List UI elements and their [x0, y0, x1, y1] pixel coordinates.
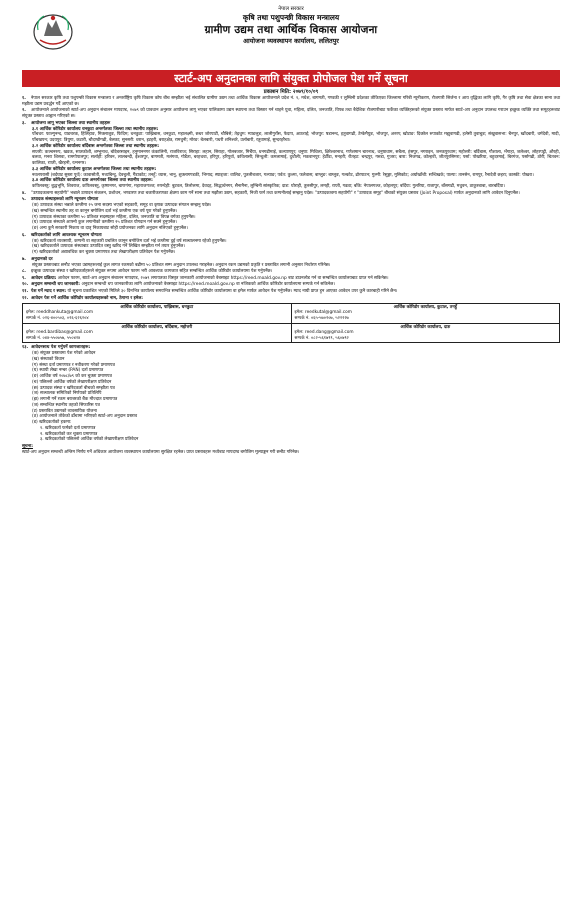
list-item: (क) संयुक्त प्रस्तावमा पेश गरेको आवेदन: [32, 351, 96, 357]
list-item: (ड) खरिदकर्ताको हकमा:: [32, 420, 72, 426]
paragraph-2: २. आयोजनाले आयोजनाको स्टार्ट-अप अनुदान संचालन मापदण्ड, २०७९ को प्रावधान अनुसार आयोजना लागू भएका पालिकामा उद्यम स्थापना तथा विस्तार गर्न चाहने युवा, महिला, दलित, जनजाति, विपन्न तथा बैदेशिक रोजगारीबाट फर्केका व्यक्तिहरूको संयुक्त प्रस्ताव मार्फत स्टार्ट-अप अनुदान उपलब्ध गराउन इच्छुक व्यक्ति तथा समूहहरूबाट संयुक्त प्रस्ताव आह्वान गरिएको छ।: [22, 108, 560, 120]
list-item: (ख) सम्बन्धित स्थानीय तह वा कानून बमोजिम दर्ता भई कम्तीमा एक वर्ष पूरा गरेको हुनुपर्नेछ।: [32, 208, 178, 214]
publish-date: प्रकाशन मिति: २०७९/१०/०९: [263, 89, 319, 95]
office-contacts-table: [22, 303, 560, 344]
section-11: ११. पेश गर्ने म्याद र स्थान: यो सूचना प्रकाशित भएको मितिले ३० दिनभित्र कार्यालय समयभित्र सम्बन्धित आर्थिक कोरिडोर कार्यालयमा वा इमेल मार्फत आवेदन पेश गर्नुपर्नेछ। म्याद नाघी प्राप्त हुन आएका आवेदन उपर कुनै कारबाही गरिने छैन।: [22, 288, 398, 294]
organization-name: ग्रामीण उद्यम तथा आर्थिक विकास आयोजना: [204, 24, 378, 36]
section-3: ३. आयोजना लागू भएका जिल्ला तथा स्थानीय तहहरू ३.१ आर्थिक कोरिडोर कार्यालय धनकुटा अन्तर्गतका जिल्ला तथा स्थानीय तहहरू: पाँचथर: फाल्गुनन्द, याङवरक, हिलिहाङ, मिक्लाजुङ, फिदिम; धनकुटा: पाख्रिबास, धनकुटा, महालक्ष्मी, छथर जोरपाटी, चौबिसे; तेह्रथुम: म्याङलुङ, लालीगुराँस, फेदाप, आठराई; भोजपुर: षडानन्द, हतुवागढी, टेम्केमैयुङ, भोजपुर, अरुण; खोटाङ: दिक्तेल रुपाकोट मझुवागढी, हलेसी तुवाचुङ; संखुवासभा: चैनपुर, खाँदबारी, धर्मदेवी, मादी, पाँचखपन; उदयपुर: त्रियुगा, कटारी, चौदण्डीगढी, बेलका; सुनसरी: धरान, इटहरी, बराहक्षेत्र, रामधुनी; मोरङ: बेलबारी, पथरी शनिश्चरे, उर्लाबारी, रतुवामाई, सुन्दरहरैचा। ३.२ आर्थिक कोरिडोर कार्यालय बर्दिबास अन्तर्गतका जिल्ला तथा स्थानीय तहहरू: सप्तरी: कञ्चनरुप, खडक, सप्तकोशी, शम्भुनाथ, बोदेबरसाइन, हनुमाननगर कंकालिनी, राजविराज; सिराहा: लहान, सिराहा, गोलबजार, मिर्चैया, धनगढीमाई, कल्याणपुर; धनुषा: मिथिला, क्षिरेश्वरनाथ, गणेशमान चारनाथ, धनुषाधाम, सबैला, हंसपुर, नगराइन, जनकपुरधाम; महोत्तरी: बर्दिबास, गौशाला, भँगाहा, जलेश्वर, लोहरपट्टी, औरही, बलवा, मनरा शिसवा, रामगोपालपुर; सर्लाही: हरिवन, लालबन्दी, ईश्वरपुर, बागमती, मलंगवा, गोडैता, बरहथवा, हरिपुर, हरिपुर्वा, कविलासी; सिन्धुली: कमलामाई, दुधौली; मकवानपुर: हेटौँडा, मनहरी; रौतहट: चन्द्रपुर, गरुडा, गुजरा; बारा: निजगढ, कोल्हवी, जीतपुरसिमरा; पर्सा: पोखरिया, बहुदरमाई, बिरगंज, पर्सागढी, ठोरी; चितवन: कालिका, राप्ती, खैरहनी, रत्ननगर। ३.३ आर्थिक कोरिडोर कार्यालय कुटाल अन्तर्गतका जिल्ला तथा स्थानीय तहहरू: नवलपरासी (बर्दघाट सुस्ता पूर्व): कावासोती, मध्यबिन्दु, देवचुली, गैंडाकोट; तनहुँ: व्यास, भानु, शुक्लागण्डकी, भिमाद; स्याङ्जा: वालिङ, पुतलीबजार, गल्याङ; पर्वत: कुश्मा, फलेवास; बाग्लुङ: बाग्लुङ, गल्कोट, ढोरपाटन; गुल्मी: रेसुङ्गा, मुसिकोट; अर्घाखाँची: सन्धिखर्क; पाल्पा: तानसेन, रामपुर, रैनादेवी छहरा; कास्की: पोखरा। ३.४ आर्थिक कोरिडोर कार्यालय दाङ अन्तर्गतका जिल्ला तथा स्थानीय तहहरू: कपिलवस्तु: बुद्धभूमि, शिवराज, कपिलवस्तु, कृष्णनगर, बाणगंगा, महाराजगञ्ज; रुपन्देही: बुटवल, तिलोत्तमा, देवदह, सिद्धार्थनगर, सैनामैना, लुम्बिनी सांस्कृतिक; दाङ: घोराही, तुलसीपुर, लमही, राप्ती, गढवा; बाँके: नेपालगञ्ज, कोहलपुर; बर्दिया: गुलरिया, राजापुर, बाँसगढी, मधुवन, ठाकुरबाबा, बारबर्दिया।: [22, 120, 560, 190]
section-5: ५. उत्पादक संस्थाहरूको लागि न्यूनतम योग्यता (क) उत्पादक संस्था भन्नाले कम्तीमा २५ जना सदस्य भएको सहकारी, समूह वा कृषक उत्पादक संगठन सम्झनु पर्दछ। (ख) सम्बन्धित स्थानीय तह वा कानून बमोजिम दर्ता भई कम्तीमा एक वर्ष पूरा गरेको हुनुपर्नेछ। (ग) उत्पादक संस्थाका कम्तीमा ५० प्रतिशत सदस्यहरू महिला, दलित, जनजाति वा विपन्न वर्गका हुनुपर्नेछ। (घ) उत्पादक संस्थाले आफ्नो कुल लगानीको कम्तीमा २५ प्रतिशत योगदान गर्न सक्ने हुनुपर्नेछ। (ङ) अन्य कुनै सरकारी निकाय वा दातृ निकायबाट सोही प्रयोजनका लागि अनुदान नलिएको हुनुपर्नेछ।: [22, 197, 560, 232]
office-contact-dhankuta: आर्थिक कोरिडोर कार्यालय, पाख्रिबास, धनकुटा इमेल: reeddhankuta@gmail.com सम्पर्क नं. ०२६-४००५०३, ०२६-६२६२०४: [23, 303, 292, 323]
list-item: २. खरिदकर्ताको कर चुक्ता प्रमाणपत्र: [40, 431, 98, 437]
office-contact-bardibas: आर्थिक कोरिडोर कार्यालय, बर्दिबास, महोत्तरी इमेल: reed.bardibas@gmail.com सम्पर्क नं. ०४४-५५०७५७, ५५०४२४: [23, 323, 292, 343]
section-6: ६. खरिदकर्ताको लागि आवश्यक न्यूनतम योग्यता (क) खरिदकर्ता व्यवसायी, कम्पनी वा सहकारी प्रचलित कानून बमोजिम दर्ता भई कम्तीमा दुई वर्ष सञ्चालनमा रहेको हुनुपर्नेछ। (ख) खरिदकर्ताले उत्पादक संस्थाबाट उत्पादित वस्तु खरिद गर्ने लिखित सम्झौता गर्न तयार हुनुपर्नेछ। (ग) खरिदकर्ताको अद्यावधिक कर चुक्ता प्रमाणपत्र तथा लेखापरीक्षण प्रतिवेदन पेश गर्नुपर्नेछ।: [22, 233, 560, 256]
section-3-1: ३.१ आर्थिक कोरिडोर कार्यालय धनकुटा अन्तर्गतका जिल्ला तथा स्थानीय तहहरू: पाँचथर: फाल्गुनन्द, याङवरक, हिलिहाङ, मिक्लाजुङ, फिदिम; धनकुटा: पाख्रिबास, धनकुटा, महालक्ष्मी, छथर जोरपाटी, चौबिसे; तेह्रथुम: म्याङलुङ, लालीगुराँस, फेदाप, आठराई; भोजपुर: षडानन्द, हतुवागढी, टेम्केमैयुङ, भोजपुर, अरुण; खोटाङ: दिक्तेल रुपाकोट मझुवागढी, हलेसी तुवाचुङ; संखुवासभा: चैनपुर, खाँदबारी, धर्मदेवी, मादी, पाँचखपन; उदयपुर: त्रियुगा, कटारी, चौदण्डीगढी, बेलका; सुनसरी: धरान, इटहरी, बराहक्षेत्र, रामधुनी; मोरङ: बेलबारी, पथरी शनिश्चरे, उर्लाबारी, रतुवामाई, सुन्दरहरैचा।: [32, 126, 560, 144]
nepal-emblem-icon: [30, 10, 76, 52]
section-3-3: ३.३ आर्थिक कोरिडोर कार्यालय कुटाल अन्तर्गतका जिल्ला तथा स्थानीय तहहरू: नवलपरासी (बर्दघाट सुस्ता पूर्व): कावासोती, मध्यबिन्दु, देवचुली, गैंडाकोट; तनहुँ: व्यास, भानु, शुक्लागण्डकी, भिमाद; स्याङ्जा: वालिङ, पुतलीबजार, गल्याङ; पर्वत: कुश्मा, फलेवास; बाग्लुङ: बाग्लुङ, गल्कोट, ढोरपाटन; गुल्मी: रेसुङ्गा, मुसिकोट; अर्घाखाँची: सन्धिखर्क; पाल्पा: तानसेन, रामपुर, रैनादेवी छहरा; कास्की: पोखरा।: [32, 166, 534, 178]
list-item: (ञ) सम्बन्धित स्थानीय तहको सिफारिस पत्र: [32, 402, 100, 408]
notice-body: [22, 96, 560, 456]
list-item: (क) उत्पादक संस्था भन्नाले कम्तीमा २५ जना सदस्य भएको सहकारी, समूह वा कृषक उत्पादक संगठन सम्झनु पर्दछ।: [32, 203, 212, 209]
notice-footnote: सूचना: स्टार्ट-अप अनुदान सम्बन्धी अन्तिम निर्णय गर्ने अधिकार आयोजना व्यवस्थापन कार्यालयमा सुरक्षित रहनेछ। प्राप्त प्रस्तावहरू मध्येबाट मापदण्ड बमोजिम मूल्याङ्कन गरी छनौट गरिनेछ।: [22, 444, 300, 455]
section-9: ९. आवेदन प्रक्रिया: आवेदन फारम, स्टार्ट-अप अनुदान संचालन मापदण्ड, २०७९ लगायतका विस्तृत जानकारी आयोजनाको वेबसाइट https://reed.moald.gov.np बाट डाउनलोड गर्न वा सम्बन्धित कार्यालयबाट प्राप्त गर्न सकिनेछ।: [22, 275, 389, 281]
list-item: (ठ) आयोजनाले तोकेको ढाँचामा भरिएको स्टार्ट-अप अनुदान प्रस्ताव: [32, 414, 138, 420]
section-4: ४. "उत्पादकत्वमा सहयोगी" भन्नाले उत्पादन संकलन, प्रशोधन, भण्डारण तथा बजारीकरणका क्षेत्रमा काम गर्ने साना तथा मझौला उद्यम, सहकारी, निजी फर्म तथा कम्पनीलाई सम्झनु पर्दछ। "उत्पादकत्वमा सहयोगी" र "उत्पादक समूह" बीचको संयुक्त प्रस्ताव (Joint Proposal) मार्फत अनुदानको लागि आवेदन दिनुपर्नेछ।: [22, 190, 520, 196]
government-name: नेपाल सरकार: [278, 6, 304, 12]
office-contact-dang: आर्थिक कोरिडोर कार्यालय, दाङ इमेल: reed.dang@gmail.com सम्पर्क नं. ०८२-५६१७९९, ५६०७९२: [291, 323, 560, 343]
office-name: आयोजना व्यवस्थापन कार्यालय, ललितपुर: [243, 37, 339, 45]
list-item: (क) खरिदकर्ता व्यवसायी, कम्पनी वा सहकारी प्रचलित कानून बमोजिम दर्ता भई कम्तीमा दुई वर्ष सञ्चालनमा रहेको हुनुपर्नेछ।: [32, 238, 227, 244]
list-item: (छ) उत्पादक संस्था र खरिदकर्ता बीचको सम्झौता पत्र: [32, 385, 115, 391]
section-13: १३. आवेदनसाथ पेश गर्नुपर्ने कागजातहरू: (क) संयुक्त प्रस्तावमा पेश गरेको आवेदन (ख) संस्थाको विधान (ग) संस्था दर्ता प्रमाणपत्र र नवीकरण गरेको प्रमाणपत्र (घ) स्थायी लेखा नम्बर (PAN) दर्ता प्रमाणपत्र (ङ) आर्थिक वर्ष २०७८/७९ को कर चुक्ता प्रमाणपत्र (च) पछिल्लो आर्थिक वर्षको लेखापरीक्षण प्रतिवेदन (छ) उत्पादक संस्था र खरिदकर्ता बीचको सम्झौता पत्र (ज) सञ्चालक समितिको निर्णयको प्रतिलिपि (झ) लगानी गर्ने रकम बराबरको बैंक मौज्दात प्रमाणपत्र (ञ) सम्बन्धित स्थानीय तहको सिफारिस पत्र (ट) प्रस्तावित उद्यमको व्यवसायिक योजना (ठ) आयोजनाले तोकेको ढाँचामा भरिएको स्टार्ट-अप अनुदान प्रस्ताव (ड) खरिदकर्ताको हकमा: १. खरिदकर्ता फर्मको दर्ता प्रमाणपत्र २. खरिदकर्ताको कर चुक्ता प्रमाणपत्र ३. खरिदकर्ताको पछिल्लो आर्थिक वर्षको लेखापरीक्षण प्रतिवेदन: [22, 345, 560, 443]
list-item: (ग) संस्था दर्ता प्रमाणपत्र र नवीकरण गरेको प्रमाणपत्र: [32, 362, 115, 368]
section-3-2: ३.२ आर्थिक कोरिडोर कार्यालय बर्दिबास अन्तर्गतका जिल्ला तथा स्थानीय तहहरू: सप्तरी: कञ्चनरुप, खडक, सप्तकोशी, शम्भुनाथ, बोदेबरसाइन, हनुमाननगर कंकालिनी, राजविराज; सिराहा: लहान, सिराहा, गोलबजार, मिर्चैया, धनगढीमाई, कल्याणपुर; धनुषा: मिथिला, क्षिरेश्वरनाथ, गणेशमान चारनाथ, धनुषाधाम, सबैला, हंसपुर, नगराइन, जनकपुरधाम; महोत्तरी: बर्दिबास, गौशाला, भँगाहा, जलेश्वर, लोहरपट्टी, औरही, बलवा, मनरा शिसवा, रामगोपालपुर; सर्लाही: हरिवन, लालबन्दी, ईश्वरपुर, बागमती, मलंगवा, गोडैता, बरहथवा, हरिपुर, हरिपुर्वा, कविलासी; सिन्धुली: कमलामाई, दुधौली; मकवानपुर: हेटौँडा, मनहरी; रौतहट: चन्द्रपुर, गरुडा, गुजरा; बारा: निजगढ, कोल्हवी, जीतपुरसिमरा; पर्सा: पोखरिया, बहुदरमाई, बिरगंज, पर्सागढी, ठोरी; चितवन: कालिका, राप्ती, खैरहनी, रत्ननगर।: [32, 143, 560, 167]
section-10: १०. अनुदान सम्बन्धी थप जानकारी: अनुदान सम्बन्धी थप जानकारीका लागि आयोजनाको वेबसाइट https://reed.moald.gov.np वा नजिकको आर्थिक कोरिडोर कार्यालयमा सम्पर्क गर्न सकिनेछ।: [22, 282, 335, 288]
list-item: ३. खरिदकर्ताको पछिल्लो आर्थिक वर्षको लेखापरीक्षण प्रतिवेदन: [40, 437, 139, 443]
list-item: (ख) खरिदकर्ताले उत्पादक संस्थाबाट उत्पादित वस्तु खरिद गर्ने लिखित सम्झौता गर्न तयार हुनुपर्नेछ।: [32, 244, 185, 250]
list-item: १. खरिदकर्ता फर्मको दर्ता प्रमाणपत्र: [40, 425, 96, 431]
list-item: (ङ) अन्य कुनै सरकारी निकाय वा दातृ निकायबाट सोही प्रयोजनका लागि अनुदान नलिएको हुनुपर्नेछ।: [32, 226, 188, 232]
list-item: (घ) उत्पादक संस्थाले आफ्नो कुल लगानीको कम्तीमा २५ प्रतिशत योगदान गर्न सक्ने हुनुपर्नेछ।: [32, 220, 177, 226]
list-item: (झ) लगानी गर्ने रकम बराबरको बैंक मौज्दात प्रमाणपत्र: [32, 397, 118, 403]
ministry-name: कृषि तथा पशुपन्छी विकास मन्त्रालय: [242, 13, 340, 22]
list-item: (ङ) आर्थिक वर्ष २०७८/७९ को कर चुक्ता प्रमाणपत्र: [32, 374, 112, 380]
list-item: (च) पछिल्लो आर्थिक वर्षको लेखापरीक्षण प्रतिवेदन: [32, 379, 112, 385]
list-item: (घ) स्थायी लेखा नम्बर (PAN) दर्ता प्रमाणपत्र: [32, 368, 104, 374]
list-item: (ख) संस्थाको विधान: [32, 356, 65, 362]
intro-paragraph: १. नेपाल सरकार कृषि तथा पशुपन्छी विकास मन्त्रालय र अन्तर्राष्ट्रिय कृषि विकास कोष बीच सम्झौता भई संचालित ग्रामीण उद्यम तथा आर्थिक विकास आयोजनाले प्रदेश नं. १, मधेश, बागमती, गण्डकी र लुम्बिनी प्रदेशका तोकिएका जिल्लामा गरिबी न्यूनीकरण, रोजगारी सिर्जना र आय वृद्धिका लागि कृषि, गैर कृषि तथा सेवा क्षेत्रका साना तथा मझौला उद्यम प्रवर्द्धन गर्दै आएको छ।: [22, 96, 560, 107]
list-item: (ग) उत्पादक संस्थाका कम्तीमा ५० प्रतिशत सदस्यहरू महिला, दलित, जनजाति वा विपन्न वर्गका हुनुपर्नेछ।: [32, 214, 196, 220]
header: [22, 6, 560, 68]
section-7: ७. अनुदानको दर संयुक्त प्रस्तावबाट छनौट भएका उद्यमहरूलाई कुल लागत रकमको बढीमा ५० प्रतिशत सम्म अनुदान उपलब्ध गराइनेछ। अनुदान रकम उद्यमको प्रकृति र प्रस्तावित लगानी अनुसार निर्धारण गरिनेछ।: [22, 256, 331, 268]
list-item: (ग) खरिदकर्ताको अद्यावधिक कर चुक्ता प्रमाणपत्र तथा लेखापरीक्षण प्रतिवेदन पेश गर्नुपर्नेछ।: [32, 250, 176, 256]
list-item: (ज) सञ्चालक समितिको निर्णयको प्रतिलिपि: [32, 391, 102, 397]
notice-title: स्टार्ट-अप अनुदानका लागि संयुक्त प्रोपोजल पेश गर्ने सूचना: [22, 70, 560, 87]
list-item: (ट) प्रस्तावित उद्यमको व्यवसायिक योजना: [32, 408, 97, 414]
section-12: १२. आवेदन पेश गर्ने आर्थिक कोरिडोर कार्यालयहरूको नाम, ठेगाना र इमेल: आर्थिक कोरिडोर कार्यालय, पाख्रिबास, धनकुटा इमेल: reeddhankuta@gmail.com सम्पर्क नं. ०२६-४००५०३, ०२६-६२६२०४ आर्थिक कोरिडोर कार्यालय, कुटाल, तनहुँ इमेल: reedkutal@gmail.com सम्पर्क नं. ०६५-५७०२०७, ५२२२२७ आर्थिक कोरिडोर कार्यालय, बर्दिबास, महोत्तरी इमेल: reed.bardibas@gmail.com सम्पर्क नं. ०४४-५५०७५७, ५५०४२४ आर्थिक कोरिडोर कार्यालय, दाङ इमेल: reed.dang@gmail.com सम्पर्क नं. ०८२-५६१७९९, ५६०७९२: [22, 296, 560, 344]
section-3-4: ३.४ आर्थिक कोरिडोर कार्यालय दाङ अन्तर्गतका जिल्ला तथा स्थानीय तहहरू: कपिलवस्तु: बुद्धभूमि, शिवराज, कपिलवस्तु, कृष्णनगर, बाणगंगा, महाराजगञ्ज; रुपन्देही: बुटवल, तिलोत्तमा, देवदह, सिद्धार्थनगर, सैनामैना, लुम्बिनी सांस्कृतिक; दाङ: घोराही, तुलसीपुर, लमही, राप्ती, गढवा; बाँके: नेपालगञ्ज, कोहलपुर; बर्दिया: गुलरिया, राजापुर, बाँसगढी, मधुवन, ठाकुरबाबा, बारबर्दिया।: [32, 178, 505, 190]
section-8: ८. इच्छुक उत्पादक संस्था र खरिदकर्ताहरूले संयुक्त रूपमा आवेदन फारम भरी आवश्यक कागजात सहित सम्बन्धित आर्थिक कोरिडोर कार्यालयमा पेश गर्नुपर्नेछ।: [22, 269, 273, 275]
office-contact-kutal: आर्थिक कोरिडोर कार्यालय, कुटाल, तनहुँ इमेल: reedkutal@gmail.com सम्पर्क नं. ०६५-५७०२०७, ५२२२२७: [291, 303, 560, 323]
